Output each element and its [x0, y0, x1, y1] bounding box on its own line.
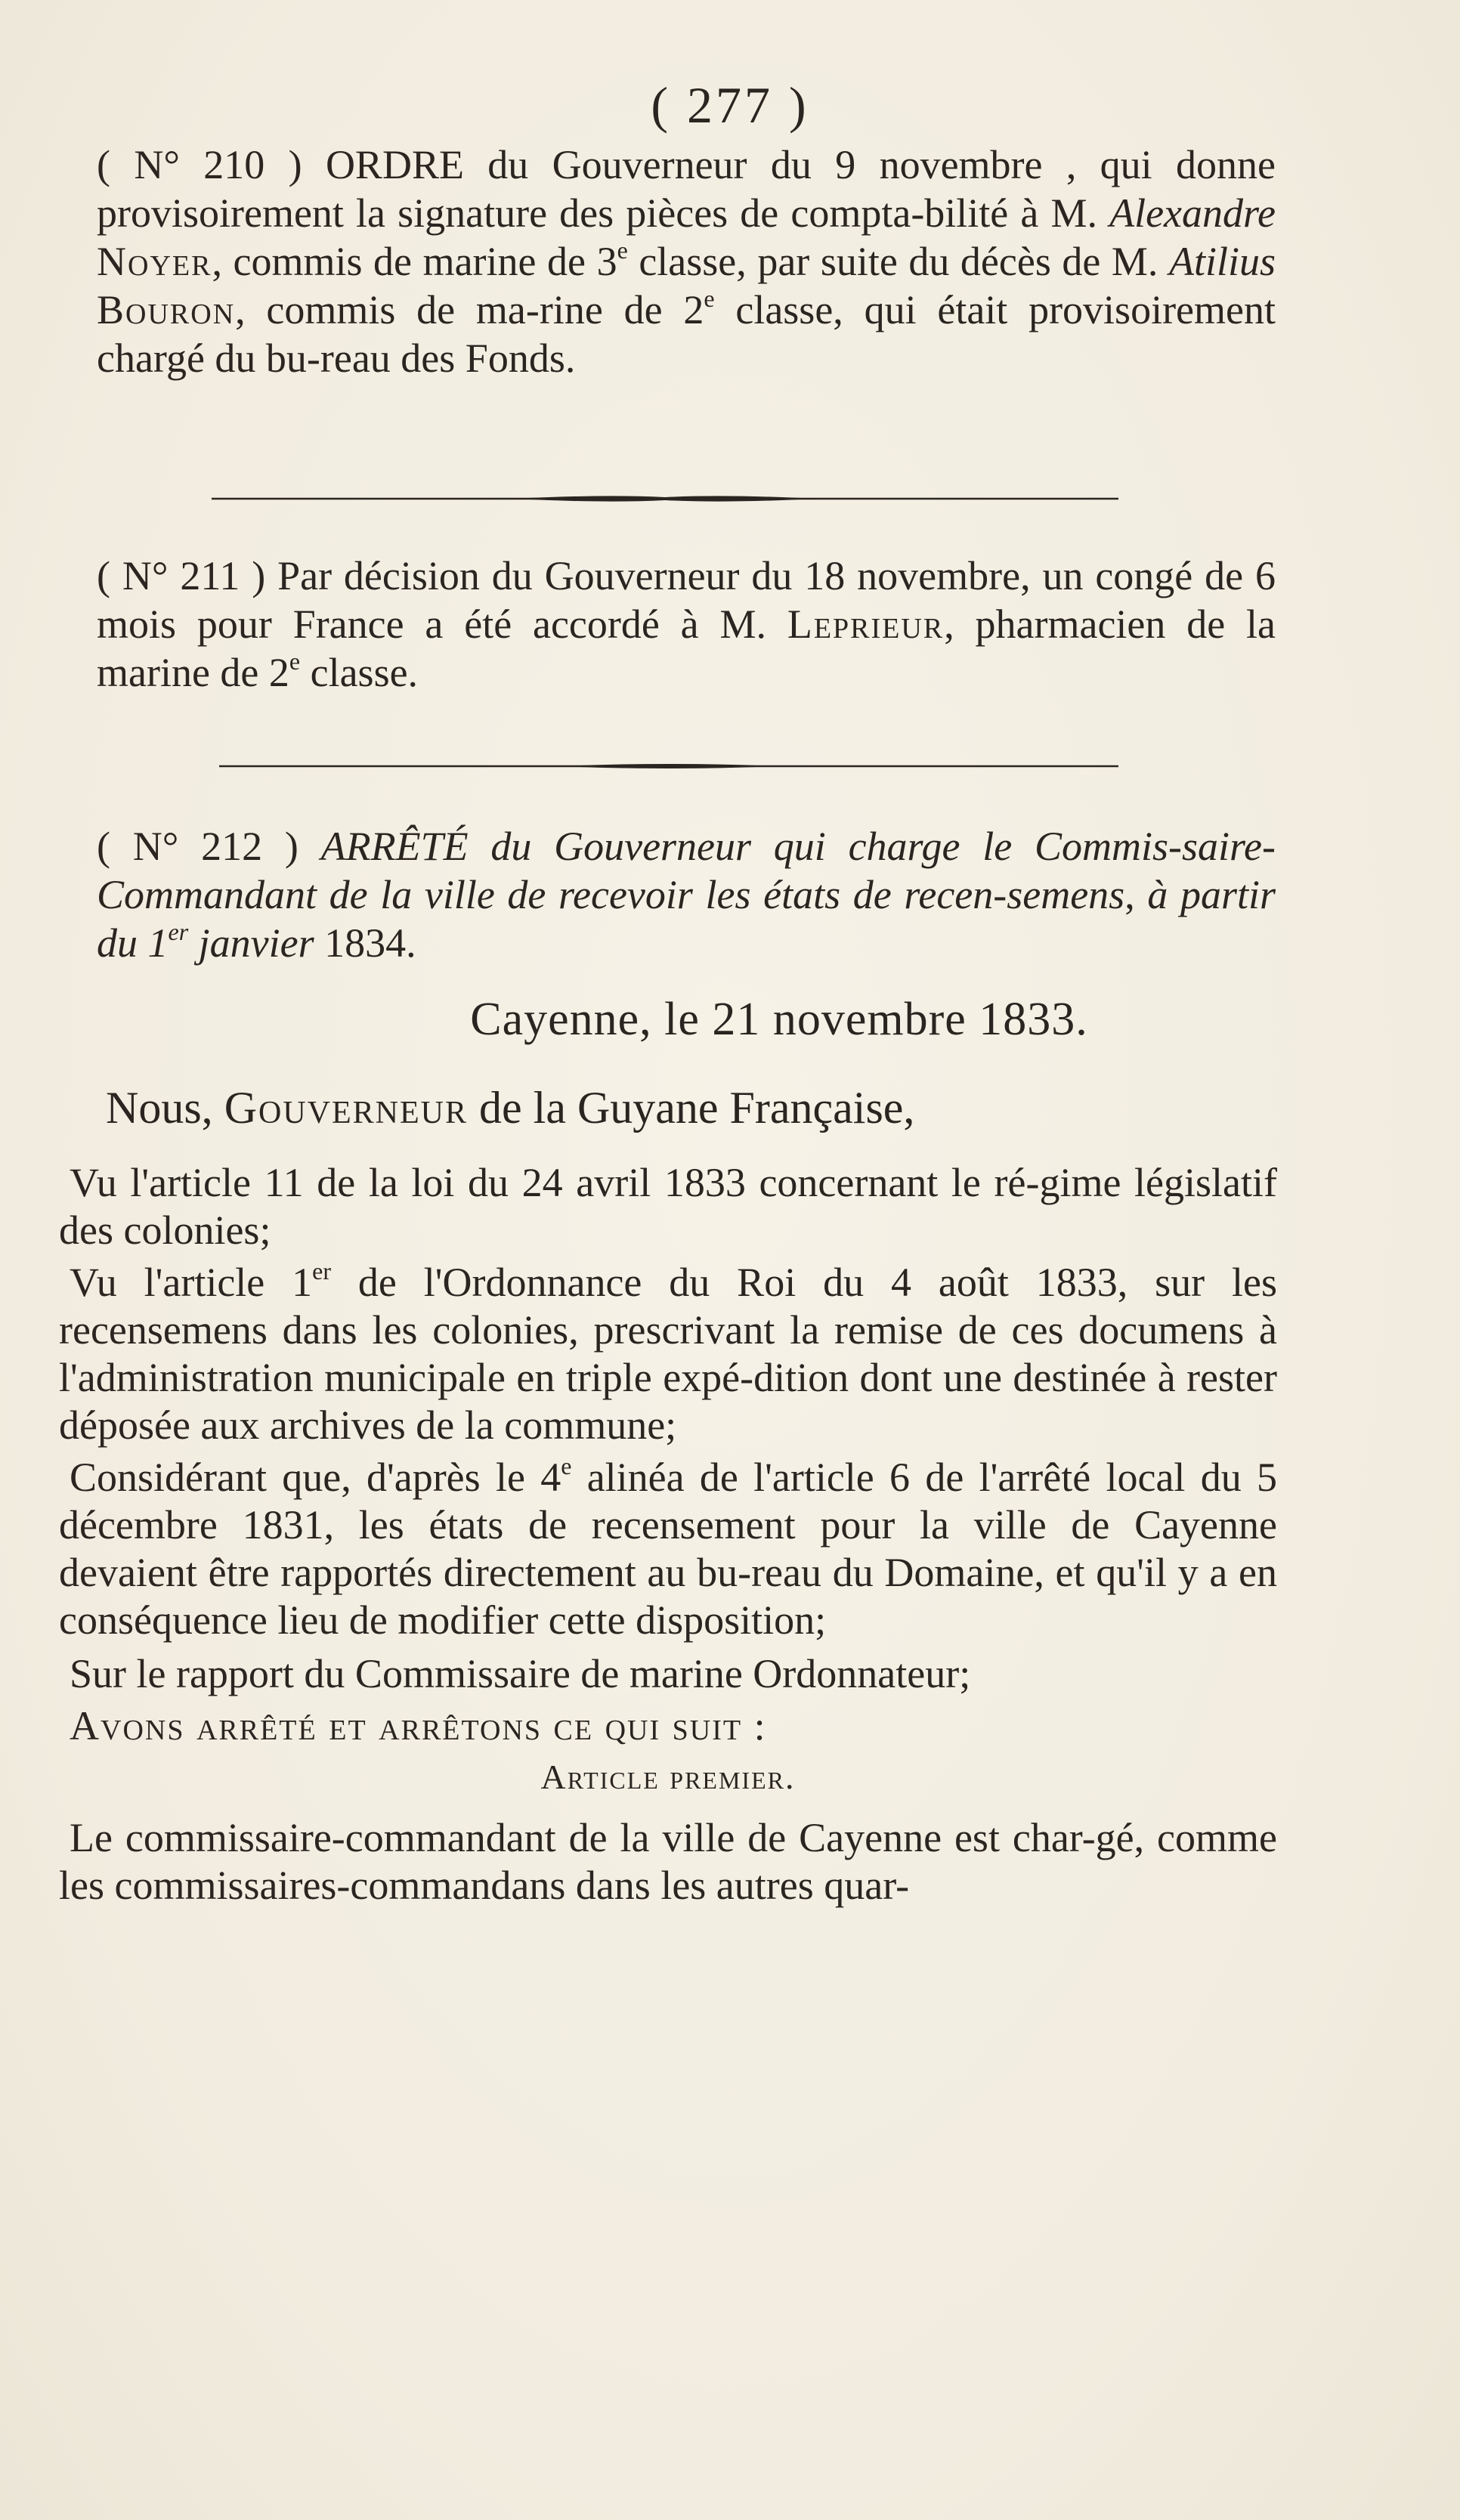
ornamental-separator [212, 490, 1118, 508]
entry-number: ( N° 212 ) [97, 824, 298, 869]
avons-arrete-line: Avons arrêté et arrêtons ce qui suit : [70, 1703, 767, 1749]
page-number: ( 277 ) [651, 76, 809, 134]
rapport-paragraph: Sur le rapport du Commissaire de marine Ordonnateur; [70, 1651, 971, 1696]
place-date: Cayenne, le 21 novembre 1833. [470, 994, 1088, 1045]
preamble-authority: Nous, Gouverneur de la Guyane Française, [106, 1083, 915, 1133]
considerant-paragraph: Considérant que, d'après le 4e alinéa de l'article 6 de l'arrêté local du 5 décembre 1831, les états de recensement pour la ville de Cayenne devaient être rapportés directement au bu-reau du Domaine, et qu'il y a en conséquence lieu de modifier cette disposition; [59, 1452, 1277, 1643]
ornamental-separator [219, 759, 1118, 774]
article-heading: Article premier. [540, 1758, 796, 1796]
entry-211 [97, 552, 1276, 697]
vu-paragraph-1: Vu l'article 11 de la loi du 24 avril 1833 concernant le ré-gime législatif des colonies; [59, 1160, 1277, 1253]
entry-212 [97, 822, 1276, 967]
entry-text: ORDRE du Gouverneur du 9 novembre , qui donne provisoirement la signature des pièces de compta-bilité à M. Alexandre Noyer, commis de marine de 3e classe, par suite du décès de M. Atilius Bouron, commis de ma-rine de 2e classe, qui était provisoirement chargé du bu-reau des Fonds. [97, 142, 1276, 381]
decree-body [59, 1159, 1277, 1909]
entry-text: Par décision du Gouverneur du 18 novembre, un congé de 6 mois pour France a été accordé à M. Leprieur, pharmacien de la marine de 2e classe. [97, 553, 1276, 695]
entry-number: ( N° 210 ) [97, 142, 302, 187]
entry-title: ARRÊTÉ du Gouverneur qui charge le Commis-saire-Commandant de la ville de recevoir les états de recen-semens, à partir du 1er janvier 1834. [97, 824, 1276, 966]
vu-paragraph-2: Vu l'article 1er de l'Ordonnance du Roi du 4 août 1833, sur les recensemens dans les colonies, prescrivant la remise de ces documens à l'administration municipale en triple expé-dition dont une destinée à rester déposée aux archives de la commune; [59, 1257, 1277, 1448]
article-text: Le commissaire-commandant de la ville de Cayenne est char-gé, comme les commissaires-commandans dans les autres quar- [59, 1815, 1277, 1908]
entry-210 [97, 141, 1276, 382]
entry-number: ( N° 211 ) [97, 553, 266, 598]
